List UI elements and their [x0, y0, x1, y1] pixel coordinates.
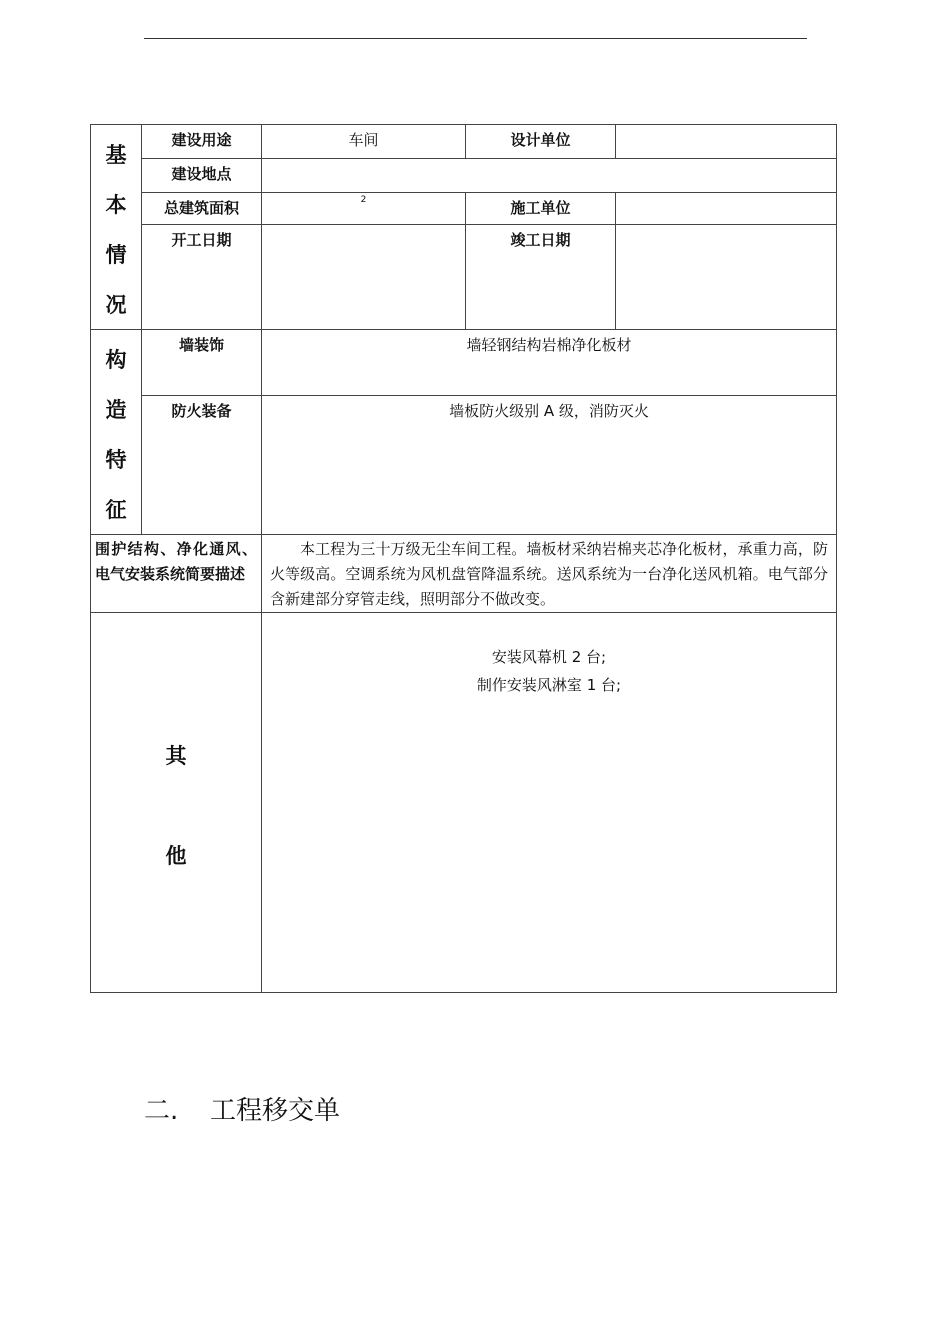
structure-group-label: 构 造 特 征	[91, 330, 142, 535]
finish-date-value[interactable]	[616, 225, 837, 330]
designer-value[interactable]	[616, 125, 837, 159]
builder-label: 施工单位	[466, 192, 616, 225]
description-label: 围护结构、净化通风、电气安装系统简要描述	[91, 535, 262, 613]
start-date-value[interactable]	[262, 225, 466, 330]
usage-value[interactable]: 车间	[262, 125, 466, 159]
wall-value[interactable]: 墙轻钢结构岩棉净化板材	[262, 330, 837, 396]
location-value[interactable]	[262, 158, 837, 192]
section-heading	[144, 1090, 340, 1127]
designer-label: 设计单位	[466, 125, 616, 159]
other-label: 其 他	[91, 613, 262, 993]
area-unit-superscript: 2	[360, 194, 367, 205]
other-line-2: 制作安装风淋室 1 台;	[476, 676, 622, 694]
area-label: 总建筑面积	[142, 192, 262, 225]
wall-label: 墙装饰	[142, 330, 262, 396]
fire-value[interactable]: 墙板防火级别 A 级，消防灭火	[262, 395, 837, 534]
other-content[interactable]	[262, 613, 837, 993]
header-rule	[144, 38, 807, 39]
finish-date-label: 竣工日期	[466, 225, 616, 330]
section-number: 二.	[144, 1096, 179, 1126]
location-label: 建设地点	[142, 158, 262, 192]
other-line-1: 安装风幕机 2 台;	[491, 648, 607, 666]
start-date-label: 开工日期	[142, 225, 262, 330]
usage-label: 建设用途	[142, 125, 262, 159]
description-text[interactable]: 本工程为三十万级无尘车间工程。墙板材采纳岩棉夹芯净化板材，承重力高，防火等级高。空调系统为风机盘管降温系统。送风系统为一台净化送风机箱。电气部分含新建部分穿管走线，照明部分不做改变。	[262, 535, 837, 613]
section-title-text: 工程移交单	[210, 1096, 341, 1126]
project-info-table	[90, 124, 837, 993]
basic-info-group-label: 基 本 情 况	[91, 125, 142, 330]
builder-value[interactable]	[616, 192, 837, 225]
area-value-cell[interactable]	[262, 192, 466, 225]
fire-label: 防火装备	[142, 395, 262, 534]
